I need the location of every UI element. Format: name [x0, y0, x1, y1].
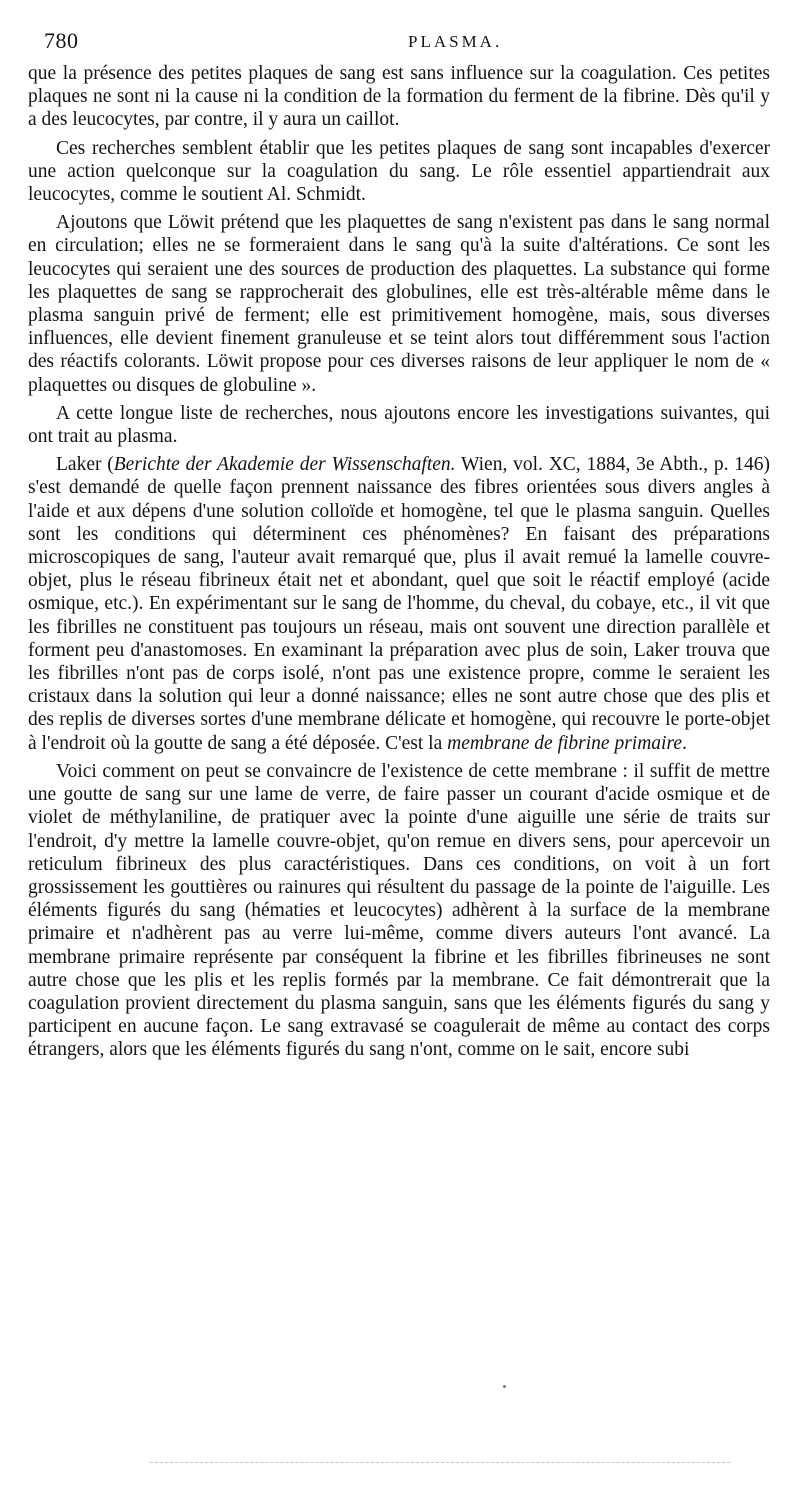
laker-citation: Berichte der Akademie der Wissenschaften. — [113, 454, 456, 476]
laker-body: Wien, vol. XC, 1884, 3e Abth., p. 146) s'est demandé de quelle façon prennent naissance des fibres orientées sous divers angles à l'aide et aux dépens d'une solution colloïde et homogène, tel que le plasma sanguin. Quelles sont les conditions qui déterminent ces phénomènes? En faisant des préparations microscopiques de sang, l'auteur avait remarqué que, plus il avait remué la lamelle couvre-objet, plus le réseau fibrineux était net et abondant, quel que soit le réactif employé (acide osmique, etc.). En expérimentant sur le sang de l'homme, du cheval, du cobaye, etc., il vit que les fibrilles ne constituent pas toujours un réseau, mais ont souvent une direction parallèle et forment peu d'anastomoses. En examinant la préparation avec plus de soin, Laker trouva que les fibrilles n'ont pas de corps isolé, n'ont pas une existence propre, comme le seraient les cristaux dans la solution qui leur a donné naissance; elles ne sont autre chose que des plis et des replis de diverses sortes d'une membrane délicate et homogène, qui recouvre le porte-objet à l'endroit où la goutte de sang a été déposée. C'est la — [28, 454, 770, 754]
laker-lead: Laker ( — [56, 454, 114, 476]
paragraph-liste: A cette longue liste de recherches, nous ajoutons encore les investigations suivantes, qui ont trait au plasma. — [28, 402, 770, 448]
footer-rule — [150, 1462, 730, 1463]
paragraph-laker — [28, 453, 770, 755]
page-number: 780 — [44, 28, 79, 53]
paragraph-lowit: Ajoutons que Löwit prétend que les plaquettes de sang n'existent pas dans le sang normal en circulation; elles ne se formeraient dans le sang qu'à la suite d'altérations. Ce sont les leucocytes qui seraient une des sources de production des plaquettes. La substance qui forme les plaquettes de sang se rapprocherait des globulines, elle est très-altérable même dans le plasma sanguin privé de ferment; elle est primitivement homogène, mais, sous diverses influences, elle devient finement granuleuse et se teint alors tout différemment sous l'action des réactifs colorants. Löwit propose pour ces diverses raisons de leur appliquer le nom de « plaquettes ou disques de globuline ». — [28, 212, 770, 396]
running-head: PLASMA. — [408, 32, 503, 51]
laker-term: membrane de fibrine primaire — [447, 732, 682, 754]
paragraph-membrane: Voici comment on peut se convaincre de l'existence de cette membrane : il suffit de mettre une goutte de sang sur une lame de verre, de faire passer un courant d'acide osmique et de violet de méthylaniline, de pratiquer avec la pointe d'une aiguille une série de traits sur l'endroit, d'y mettre la lamelle couvre-objet, qu'on remue en divers sens, pour apercevoir un reticulum fibrineux des plus caractéristiques. Dans ces conditions, on voit à un fort grossissement les gouttières ou rainures qui résultent du passage de la pointe de l'aiguille. Les éléments figurés du sang (hématies et leucocytes) adhèrent à la surface de la membrane primaire et n'adhèrent pas au verre lui-même, comme divers auteurs l'ont avancé. La membrane primaire représente par conséquent la fibrine et les fibrilles fibrineuses ne sont autre chose que les plis et les replis formés par la membrane. Ce fait démontrerait que la coagulation provient directement du plasma sanguin, sans que les éléments figurés du sang y participent en aucune façon. Le sang extravasé se coagulerait de même au contact des corps étrangers, alors que les éléments figurés du sang n'ont, comme on le sait, encore subi — [28, 760, 770, 1061]
ink-speck — [503, 1385, 506, 1388]
body-text — [28, 62, 770, 1067]
paragraph-continuation: que la présence des petites plaques de sang est sans influence sur la coagulation. Ces petites plaques ne sont ni la cause ni la condition de la formation du ferment de la fibrine. Dès qu'il y a des leucocytes, par contre, il y aura un caillot. — [28, 63, 770, 131]
laker-end: . — [681, 732, 687, 754]
paragraph-recherches: Ces recherches semblent établir que les petites plaques de sang sont incapables d'exercer une action quelconque sur la coagulation du sang. Le rôle essentiel appartiendrait aux leucocytes, comme le soutient Al. Schmidt. — [28, 137, 770, 206]
page-header — [40, 28, 770, 58]
